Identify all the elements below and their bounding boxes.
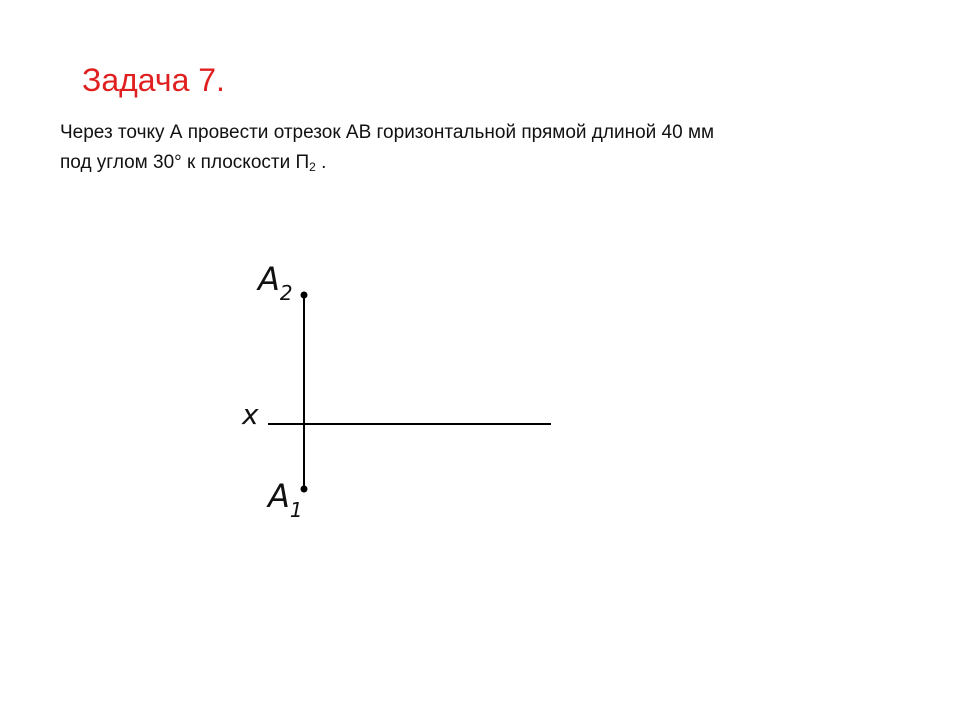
plane-subscript: 2 [309,160,316,174]
task-title: Задача 7. [82,62,225,98]
plane-text: к плоскости П [181,152,310,173]
point-a1-index: 1 [289,498,303,522]
point-a1-label [266,477,303,522]
angle-text: под углом 30 [60,152,175,173]
point-a2-index: 2 [279,281,293,305]
point-a2-letter: A [258,260,280,298]
point-a2 [301,292,308,299]
task-statement-line-1: Через точку А провести отрезок АВ горизонтальной прямой длиной 40 мм [60,122,715,143]
x-axis-label: x [242,398,259,431]
degree-sign: ° [174,152,182,173]
point-a2-label [256,260,293,305]
point-a1-letter: A [268,477,290,515]
point-a1 [301,486,308,493]
statement-end: . [315,152,327,173]
